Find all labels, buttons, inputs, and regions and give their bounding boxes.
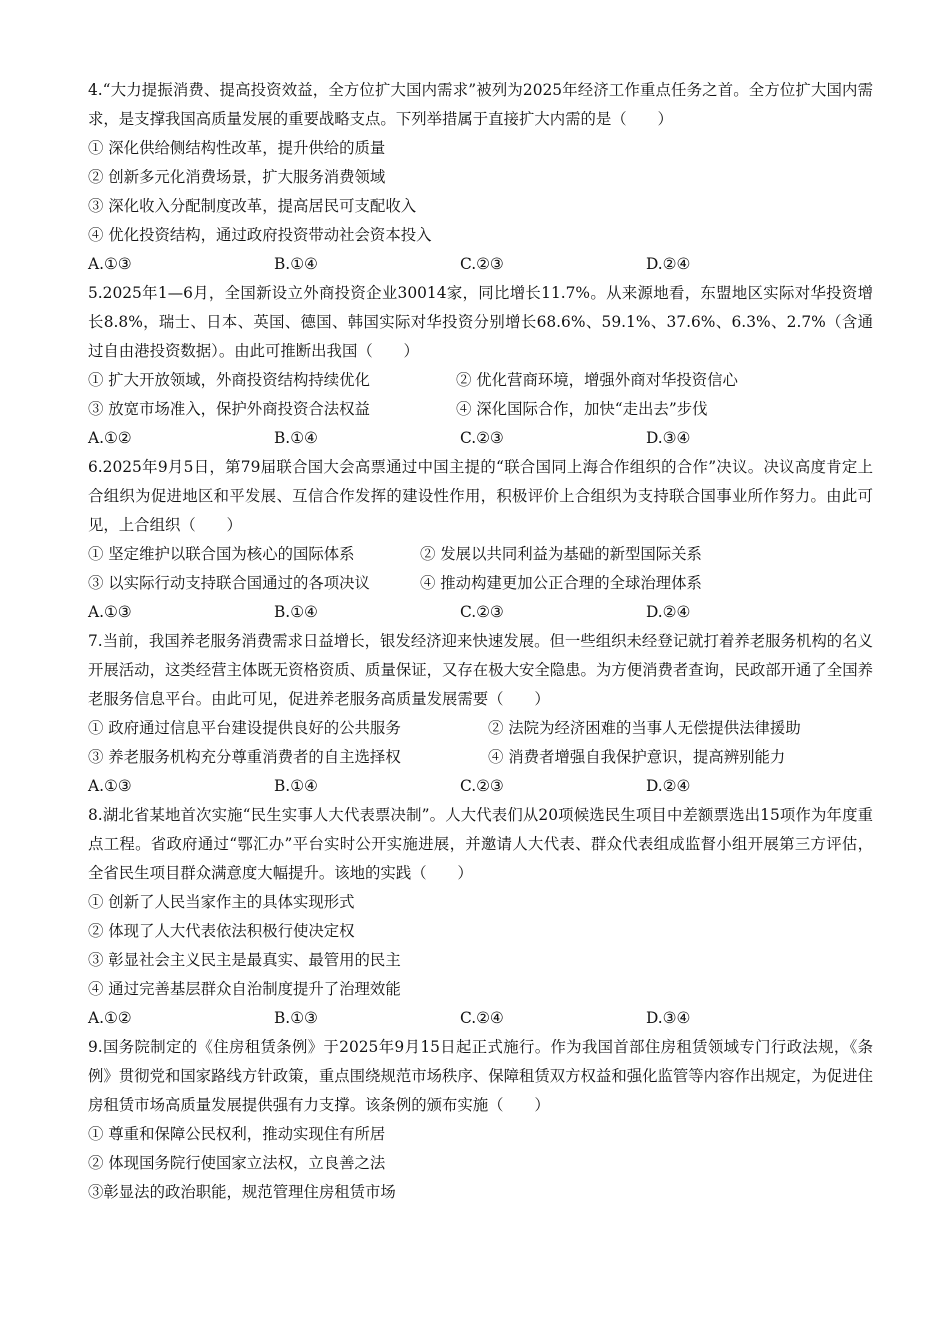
answer-c: C.②③: [460, 429, 504, 447]
option-2: ② 发展以共同利益为基础的新型国际关系: [420, 545, 702, 563]
answer-b: B.①③: [274, 1009, 318, 1027]
question-8: [88, 801, 873, 1033]
answer-a: A.①③: [88, 603, 132, 621]
option-row: [88, 366, 873, 395]
answer-c: C.②③: [460, 603, 504, 621]
question-5: [88, 279, 873, 453]
option-2: ② 体现国务院行使国家立法权，立良善之法: [88, 1154, 386, 1172]
option-2: ② 体现了人大代表依法积极行使决定权: [88, 922, 355, 940]
answer-c: C.②③: [460, 255, 504, 273]
option-4: ④ 优化投资结构，通过政府投资带动社会资本投入: [88, 226, 432, 244]
answer-b: B.①④: [274, 255, 318, 273]
question-4: [88, 76, 873, 279]
option-4: ④ 通过完善基层群众自治制度提升了治理效能: [88, 980, 401, 998]
answer-d: D.②④: [646, 255, 691, 273]
option-1: ① 创新了人民当家作主的具体实现形式: [88, 893, 355, 911]
answer-choices: [88, 772, 873, 801]
question-stem: 6.2025年9月5日，第79届联合国大会高票通过中国主提的“联合国同上海合作组织的合作”决议。决议高度肯定上合组织为促进地区和平发展、互信合作发挥的建设性作用，积极评价上合组织为支持联合国事业所作努力。由此可见，上合组织（ ）: [88, 458, 873, 534]
option-1: ① 扩大开放领域，外商投资结构持续优化: [88, 371, 370, 389]
option-1: ① 尊重和保障公民权利，推动实现住有所居: [88, 1125, 386, 1143]
answer-d: D.③④: [646, 429, 691, 447]
answer-a: A.①②: [88, 1009, 132, 1027]
answer-c: C.②④: [460, 1009, 504, 1027]
option-3: ③ 彰显社会主义民主是最真实、最管用的民主: [88, 951, 401, 969]
answer-b: B.①④: [274, 603, 318, 621]
answer-choices: [88, 424, 873, 453]
option-4: ④ 深化国际合作，加快“走出去”步伐: [456, 400, 708, 418]
option-3: ③ 放宽市场准入，保护外商投资合法权益: [88, 400, 370, 418]
question-9: [88, 1033, 873, 1207]
question-stem: 8.湖北省某地首次实施“民生实事人大代表票决制”。人大代表们从20项候选民生项目中差额票选出15项作为年度重点工程。省政府通过“鄂汇办”平台实时公开实施进展，并邀请人大代表、群众代表组成监督小组开展第三方评估，全省民生项目群众满意度大幅提升。该地的实践（ ）: [88, 806, 873, 882]
answer-b: B.①④: [274, 777, 318, 795]
option-row: [88, 714, 873, 743]
answer-a: A.①②: [88, 429, 132, 447]
answer-d: D.②④: [646, 603, 691, 621]
answer-c: C.②③: [460, 777, 504, 795]
option-row: [88, 540, 873, 569]
answer-a: A.①③: [88, 255, 132, 273]
question-stem: 9.国务院制定的《住房租赁条例》于2025年9月15日起正式施行。作为我国首部住房租赁领域专门行政法规，《条例》贯彻党和国家路线方针政策，重点围绕规范市场秩序、保障租赁双方权益和强化监管等内容作出规定，为促进住房租赁市场高质量发展提供强有力支撑。该条例的颁布实施（ ）: [88, 1038, 873, 1114]
option-2: ② 法院为经济困难的当事人无偿提供法律援助: [488, 719, 801, 737]
answer-b: B.①④: [274, 429, 318, 447]
question-stem: 4.“大力提振消费、提高投资效益，全方位扩大国内需求”被列为2025年经济工作重点任务之首。全方位扩大国内需求，是支撑我国高质量发展的重要战略支点。下列举措属于直接扩大内需的是（ ）: [88, 81, 873, 128]
option-3: ③ 以实际行动支持联合国通过的各项决议: [88, 574, 370, 592]
answer-choices: [88, 250, 873, 279]
question-6: [88, 453, 873, 627]
question-7: [88, 627, 873, 801]
option-2: ② 创新多元化消费场景，扩大服务消费领域: [88, 168, 386, 186]
option-2: ② 优化营商环境，增强外商对华投资信心: [456, 371, 738, 389]
option-3: ③ 深化收入分配制度改革，提高居民可支配收入: [88, 197, 417, 215]
answer-choices: [88, 1004, 873, 1033]
question-stem: 7.当前，我国养老服务消费需求日益增长，银发经济迎来快速发展。但一些组织未经登记就打着养老服务机构的名义开展活动，这类经营主体既无资格资质、质量保证，又存在极大安全隐患。为方便消费者查询，民政部开通了全国养老服务信息平台。由此可见，促进养老服务高质量发展需要（ ）: [88, 632, 873, 708]
answer-d: D.③④: [646, 1009, 691, 1027]
option-1: ① 政府通过信息平台建设提供良好的公共服务: [88, 719, 401, 737]
option-3: ③ 养老服务机构充分尊重消费者的自主选择权: [88, 748, 401, 766]
exam-page: [88, 76, 873, 1207]
question-stem: 5.2025年1—6月，全国新设立外商投资企业30014家，同比增长11.7%。从来源地看，东盟地区实际对华投资增长8.8%，瑞士、日本、英国、德国、韩国实际对华投资分别增长68.6%、59.1%、37.6%、6.3%、2.7%（含通过自由港投资数据）。由此可推断出我国（ ）: [88, 284, 873, 360]
option-1: ① 坚定维护以联合国为核心的国际体系: [88, 545, 355, 563]
answer-choices: [88, 598, 873, 627]
answer-d: D.②④: [646, 777, 691, 795]
option-3: ③彰显法的政治职能，规范管理住房租赁市场: [88, 1183, 396, 1201]
option-row: [88, 395, 873, 424]
option-4: ④ 消费者增强自我保护意识，提高辨别能力: [488, 748, 786, 766]
option-row: [88, 743, 873, 772]
option-1: ① 深化供给侧结构性改革，提升供给的质量: [88, 139, 386, 157]
answer-a: A.①③: [88, 777, 132, 795]
option-row: [88, 569, 873, 598]
option-4: ④ 推动构建更加公正合理的全球治理体系: [420, 574, 702, 592]
